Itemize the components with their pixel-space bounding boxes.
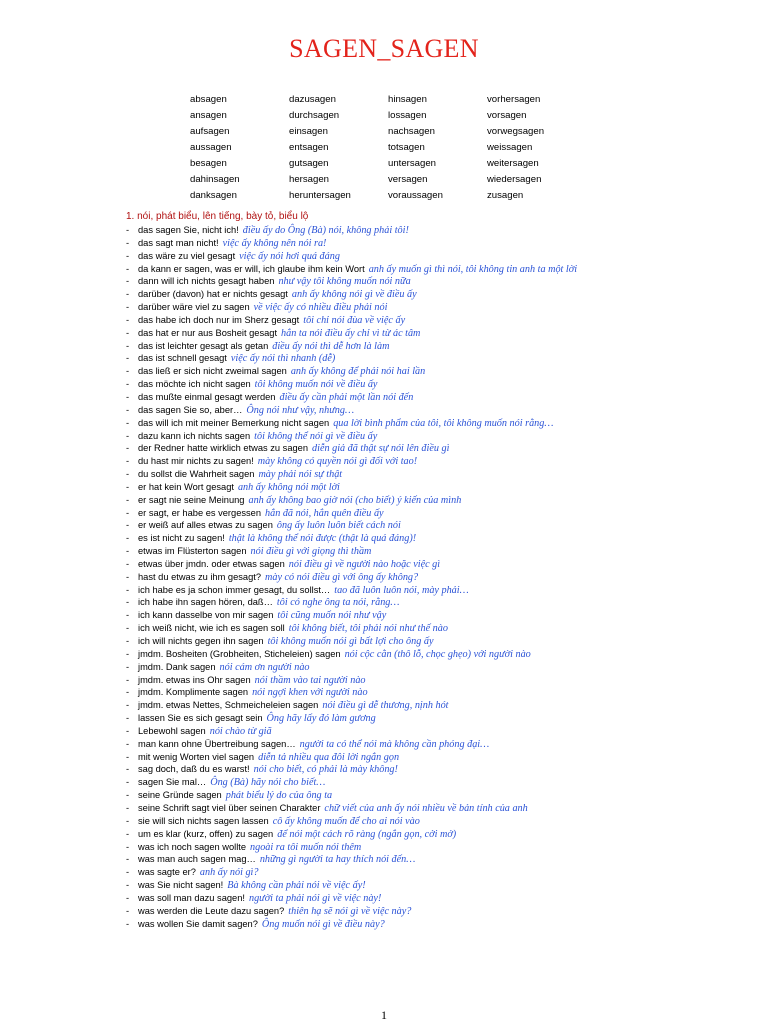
german-phrase: jmdm. Bosheiten (Grobheiten, Sticheleien) sagen	[138, 648, 341, 659]
german-phrase: ich weiß nicht, wie ich es sagen soll	[138, 623, 285, 634]
german-phrase: ich will nichts gegen ihn sagen	[138, 636, 264, 646]
vietnamese-translation: anh ấy không bao giờ nói (cho biết) ý kiến của mình	[248, 494, 462, 506]
bullet-dash: -	[126, 417, 130, 428]
list-item	[126, 263, 756, 276]
vietnamese-translation: qua lời bình phẩm của tôi, tôi không muốn nói rằng…	[333, 417, 554, 429]
list-item	[126, 712, 756, 725]
list-item	[126, 237, 756, 250]
bullet-dash: -	[126, 738, 130, 749]
vietnamese-translation: nói cộc cằn (thô lỗ, chọc ghẹo) với người nào	[344, 648, 531, 660]
bullet-dash: -	[126, 481, 130, 492]
german-phrase: das wäre zu viel gesagt	[138, 250, 236, 261]
list-item	[126, 686, 756, 699]
list-item	[126, 378, 756, 391]
list-item	[126, 391, 756, 404]
list-item	[126, 519, 756, 532]
bullet-dash: -	[126, 340, 130, 351]
german-phrase: das habe ich doch nur im Sherz gesagt	[138, 314, 300, 325]
german-phrase: da kann er sagen, was er will, ich glaube ihm kein Wort	[138, 263, 365, 274]
vietnamese-translation: những gì người ta hay thích nói đến…	[259, 854, 416, 866]
vietnamese-translation: người ta phải nói gì về việc này!	[248, 892, 382, 904]
word-grid-cell: voraussagen	[388, 190, 443, 201]
list-item	[126, 905, 756, 918]
german-phrase: was man auch sagen mag…	[138, 854, 256, 865]
vietnamese-translation: anh ấy không để phải nói hai lần	[290, 366, 426, 378]
word-grid-cell: wiedersagen	[487, 174, 542, 185]
bullet-dash: -	[126, 379, 130, 390]
list-item	[126, 545, 756, 558]
vietnamese-translation: tôi không muốn nói gì bất lợi cho ông ấy	[267, 636, 434, 647]
german-phrase: ich habe ihn sagen hören, daß…	[138, 597, 273, 608]
german-phrase: seine Schrift sagt viel über seinen Charakter	[138, 802, 321, 813]
word-grid-cell: hinsagen	[388, 94, 427, 105]
list-item	[126, 532, 756, 545]
word-grid-cell: vorsagen	[487, 110, 527, 121]
vietnamese-translation: anh ấy muốn gì thì nói, tôi không tin anh ta một lời	[368, 263, 578, 275]
vietnamese-translation: mày có nói điều gì với ông ấy không?	[265, 571, 419, 583]
bullet-dash: -	[126, 494, 130, 505]
bullet-dash: -	[126, 520, 130, 531]
list-item	[126, 442, 756, 455]
bullet-dash: -	[126, 391, 130, 402]
german-phrase: das will ich mit meiner Bemerkung nicht sagen	[138, 417, 330, 428]
bullet-dash: -	[126, 584, 130, 595]
vietnamese-translation: tôi không biết, tôi phải nói như thế nào	[288, 623, 448, 635]
vietnamese-translation: Ông nói như vậy, nhưng…	[246, 404, 355, 416]
german-phrase: was ich noch sagen wollte	[138, 841, 247, 852]
page-number: 1	[381, 1008, 387, 1022]
german-phrase: du hast mir nichts zu sagen!	[138, 456, 254, 467]
german-phrase: das möchte ich nicht sagen	[138, 379, 251, 390]
bullet-dash: -	[126, 314, 130, 325]
bullet-dash: -	[126, 725, 130, 736]
bullet-dash: -	[126, 546, 130, 557]
vietnamese-translation: phát biểu lý do của ông ta	[225, 790, 333, 802]
list-item	[126, 815, 756, 828]
bullet-dash: -	[126, 892, 130, 903]
bullet-dash: -	[126, 828, 130, 839]
german-phrase: sie will sich nichts sagen lassen	[138, 815, 269, 826]
list-item	[126, 584, 756, 597]
german-phrase: der Redner hatte wirklich etwas zu sagen	[138, 443, 309, 454]
german-phrase: darüber wäre viel zu sagen	[138, 302, 250, 313]
list-item	[126, 417, 756, 430]
vietnamese-translation: người ta có thể nói mà không cần phóng đại…	[299, 738, 490, 750]
list-item	[126, 455, 756, 468]
word-grid-cell: nachsagen	[388, 126, 435, 137]
list-item	[126, 661, 756, 674]
german-phrase: er weiß auf alles etwas zu sagen	[138, 520, 273, 531]
bullet-dash: -	[126, 636, 130, 646]
list-item	[126, 494, 756, 507]
vietnamese-translation: anh ấy nói gì?	[199, 867, 259, 879]
german-phrase: das ist schnell gesagt	[138, 353, 227, 364]
vietnamese-translation: như vậy tôi không muốn nói nữa	[278, 276, 411, 288]
vietnamese-translation: diễn tả nhiều qua đôi lời ngắn gọn	[258, 751, 400, 763]
word-grid-cell: weissagen	[487, 142, 533, 153]
german-phrase: etwas im Flüsterton sagen	[138, 546, 247, 557]
vietnamese-translation: ngoài ra tôi muốn nói thêm	[250, 841, 362, 853]
word-grid-cell: vorwegsagen	[487, 126, 545, 137]
vietnamese-translation: tôi có nghe ông ta nói, rằng…	[276, 597, 400, 609]
bullet-dash: -	[126, 610, 130, 621]
german-phrase: das mußte einmal gesagt werden	[138, 391, 276, 402]
vietnamese-translation: Ông hãy lấy đó làm gương	[266, 713, 376, 725]
german-phrase: das sagt man nicht!	[138, 237, 219, 248]
vietnamese-translation: Ông (Bà) hãy nói cho biết…	[210, 777, 326, 789]
bullet-dash: -	[126, 713, 130, 724]
bullet-dash: -	[126, 507, 130, 518]
bullet-dash: -	[126, 687, 130, 698]
vietnamese-translation: tôi không thể nói gì về điều ấy	[254, 430, 378, 442]
word-grid-cell: zusagen	[487, 190, 524, 201]
german-phrase: etwas über jmdn. oder etwas sagen	[138, 558, 285, 569]
german-phrase: er sagt, er habe es vergessen	[138, 507, 261, 518]
list-item	[126, 648, 756, 661]
word-grid-cell: totsagen	[388, 142, 425, 153]
list-item	[126, 789, 756, 802]
german-phrase: seine Gründe sagen	[138, 790, 222, 801]
word-grid-cell: aufsagen	[190, 126, 230, 137]
bullet-dash: -	[126, 854, 130, 865]
bullet-dash: -	[126, 790, 130, 801]
bullet-dash: -	[126, 276, 130, 287]
list-item	[126, 468, 756, 481]
vietnamese-translation: nói ngợi khen với người nào	[252, 687, 368, 699]
bullet-dash: -	[126, 533, 130, 544]
list-item	[126, 430, 756, 443]
vietnamese-translation: nói chào từ giã	[209, 725, 272, 737]
vietnamese-translation: nói điều gì dễ thương, nịnh hót	[322, 700, 449, 712]
german-phrase: man kann ohne Übertreibung sagen…	[138, 738, 296, 749]
german-phrase: ich habe es ja schon immer gesagt, du sollst…	[138, 584, 331, 595]
list-item	[126, 751, 756, 764]
list-item	[126, 481, 756, 494]
word-grid-cell: versagen	[388, 174, 428, 185]
bullet-dash: -	[126, 880, 130, 891]
vietnamese-translation: nói cho biết, có phải là mày không!	[253, 764, 398, 776]
word-grid-cell: danksagen	[190, 190, 237, 201]
vietnamese-translation: tôi chỉ nói đùa về việc ấy	[303, 314, 406, 326]
bullet-dash: -	[126, 815, 130, 826]
list-item	[126, 301, 756, 314]
word-grid-cell: besagen	[190, 158, 227, 169]
list-item	[126, 250, 756, 263]
german-phrase: er sagt nie seine Meinung	[138, 494, 245, 505]
vietnamese-translation: tôi cũng muốn nói như vậy	[277, 610, 387, 622]
bullet-dash: -	[126, 456, 130, 467]
vietnamese-translation: hắn đã nói, hắn quên điều ấy	[265, 507, 384, 519]
list-item	[126, 314, 756, 327]
vietnamese-translation: diễn giả đã thật sự nói lên điều gì	[312, 443, 450, 455]
bullet-dash: -	[126, 571, 130, 582]
vietnamese-translation: thiên hạ sẽ nói gì về việc này?	[288, 905, 412, 917]
vietnamese-translation: điều ấy cần phải một lần nói đến	[279, 391, 414, 403]
bullet-dash: -	[126, 674, 130, 685]
word-grid-cell: heruntersagen	[289, 190, 351, 201]
word-grid-cell: absagen	[190, 94, 227, 105]
vietnamese-translation: Ông muốn nói gì về điều này?	[261, 918, 385, 930]
list-item	[126, 558, 756, 571]
list-item	[126, 404, 756, 417]
vietnamese-translation: nói cám ơn người nào	[219, 661, 310, 673]
vietnamese-translation: thật là không thể nói được (thật là quá đáng)!	[228, 533, 417, 545]
german-phrase: das ließ er sich nicht zweimal sagen	[138, 366, 287, 377]
german-phrase: du sollst die Wahrheit sagen	[138, 469, 255, 480]
german-phrase: sagen Sie mal…	[138, 777, 207, 788]
bullet-dash: -	[126, 764, 130, 775]
word-grid-cell: lossagen	[388, 110, 427, 121]
bullet-dash: -	[126, 443, 130, 454]
bullet-dash: -	[126, 597, 130, 608]
vietnamese-translation: anh ấy không nói một lời	[237, 481, 340, 493]
bullet-dash: -	[126, 353, 130, 364]
german-phrase: dann will ich nichts gesagt haben	[138, 276, 275, 287]
page-title: SAGEN_SAGEN	[289, 34, 479, 63]
bullet-dash: -	[126, 918, 130, 929]
german-phrase: es ist nicht zu sagen!	[138, 533, 225, 544]
german-phrase: mit wenig Worten viel sagen	[138, 751, 255, 762]
list-item	[126, 352, 756, 365]
german-phrase: er hat kein Wort gesagt	[138, 481, 234, 492]
list-item	[126, 507, 756, 520]
word-grid-cell: ansagen	[190, 110, 227, 121]
bullet-dash: -	[126, 225, 130, 235]
vietnamese-translation: điều ấy nói thì dễ hơn là làm	[272, 340, 390, 352]
bullet-dash: -	[126, 558, 130, 569]
bullet-dash: -	[126, 404, 130, 415]
german-phrase: was sagte er?	[138, 867, 196, 878]
vietnamese-translation: hắn ta nói điều ấy chỉ vì từ ác tâm	[281, 327, 421, 339]
bullet-dash: -	[126, 867, 130, 878]
word-grid-cell: hersagen	[289, 174, 330, 185]
bullet-dash: -	[126, 700, 130, 711]
german-phrase: was Sie nicht sagen!	[138, 880, 224, 891]
list-item	[126, 841, 756, 854]
german-phrase: ich kann dasselbe von mir sagen	[138, 610, 274, 621]
vietnamese-translation: Bà không cần phải nói về việc ấy!	[227, 880, 366, 892]
bullet-dash: -	[126, 648, 130, 659]
vietnamese-translation: mày phải nói sự thật	[258, 469, 343, 481]
bullet-dash: -	[126, 802, 130, 813]
section-heading: 1. nói, phát biểu, lên tiếng, bày tỏ, biểu lộ	[126, 211, 309, 222]
german-phrase: um es klar (kurz, offen) zu sagen	[138, 828, 274, 839]
vietnamese-translation: tao đã luôn luôn nói, mày phải…	[334, 584, 469, 596]
list-item	[126, 776, 756, 789]
bullet-dash: -	[126, 366, 130, 377]
bullet-dash: -	[126, 250, 130, 261]
german-phrase: jmdm. etwas Nettes, Schmeicheleien sagen	[138, 700, 319, 711]
vietnamese-translation: chữ viết của anh ấy nói nhiều về bản tính của anh	[324, 802, 528, 814]
bullet-dash: -	[126, 263, 130, 274]
list-item	[126, 275, 756, 288]
bullet-dash: -	[126, 237, 130, 248]
word-grid-cell: dahinsagen	[190, 174, 240, 185]
bullet-dash: -	[126, 289, 130, 300]
vietnamese-translation: điều ấy do Ông (Bà) nói, không phải tôi!	[242, 225, 409, 236]
list-item	[126, 738, 756, 751]
word-grid-cell: aussagen	[190, 142, 232, 153]
german-phrase: was werden die Leute dazu sagen?	[138, 905, 285, 916]
vietnamese-translation: việc ấy không nên nói ra!	[222, 237, 327, 249]
german-phrase: das ist leichter gesagt als getan	[138, 340, 269, 351]
vietnamese-translation: việc ấy nói hơi quá đáng	[239, 250, 340, 262]
german-phrase: was wollen Sie damit sagen?	[138, 918, 258, 929]
word-grid	[190, 92, 597, 204]
vietnamese-translation: việc ấy nói thì nhanh (dễ)	[230, 353, 336, 365]
list-item	[126, 340, 756, 353]
german-phrase: hast du etwas zu ihm gesagt?	[138, 571, 261, 582]
german-phrase: was soll man dazu sagen!	[138, 892, 245, 903]
german-phrase: das sagen Sie so, aber…	[138, 404, 243, 415]
german-phrase: darüber (davon) hat er nichts gesagt	[138, 289, 288, 300]
list-item	[126, 288, 756, 301]
vietnamese-translation: nói điều gì về người nào hoặc việc gì	[288, 558, 441, 570]
list-item	[126, 828, 756, 841]
bullet-dash: -	[126, 302, 130, 313]
list-item	[126, 327, 756, 340]
german-phrase: das hat er nur aus Bosheit gesagt	[138, 327, 278, 338]
german-phrase: jmdm. Dank sagen	[138, 661, 216, 672]
list-item	[126, 365, 756, 378]
bullet-dash: -	[126, 777, 130, 788]
word-grid-cell: dazusagen	[289, 94, 336, 105]
word-grid-cell: durchsagen	[289, 110, 340, 121]
word-grid-cell: weitersagen	[487, 158, 539, 169]
german-phrase: jmdm. Komplimente sagen	[138, 687, 249, 698]
list-item	[126, 853, 756, 866]
vietnamese-translation: để nói một cách rõ ràng (ngắn gọn, cởi mở)	[277, 828, 457, 840]
vietnamese-translation: ông ấy luôn luôn biết cách nói	[276, 520, 401, 532]
list-item	[126, 224, 756, 237]
bullet-dash: -	[126, 430, 130, 441]
bullet-dash: -	[126, 841, 130, 852]
vietnamese-translation: cô ấy không muốn để cho ai nói vào	[272, 815, 420, 827]
vietnamese-translation: về việc ấy có nhiều điều phải nói	[253, 302, 388, 314]
bullet-dash: -	[126, 623, 130, 634]
list-item	[126, 763, 756, 776]
german-phrase: sag doch, daß du es warst!	[138, 764, 250, 775]
list-item	[126, 674, 756, 687]
german-phrase: jmdm. etwas ins Ohr sagen	[138, 674, 251, 685]
vietnamese-translation: nói thầm vào tai người nào	[254, 674, 366, 686]
word-grid-cell: entsagen	[289, 142, 329, 153]
list-item	[126, 866, 756, 879]
bullet-dash: -	[126, 751, 130, 762]
list-item	[126, 609, 756, 622]
list-item	[126, 725, 756, 738]
entry-list	[126, 224, 756, 930]
vietnamese-translation: nói điều gì với giọng thì thầm	[250, 546, 372, 558]
vietnamese-translation: tôi không muốn nói về điều ấy	[254, 379, 378, 391]
bullet-dash: -	[126, 661, 130, 672]
list-item	[126, 699, 756, 712]
list-item	[126, 802, 756, 815]
list-item	[126, 596, 756, 609]
bullet-dash: -	[126, 327, 130, 338]
german-phrase: lassen Sie es sich gesagt sein	[138, 713, 263, 724]
list-item	[126, 918, 756, 931]
word-grid-cell: gutsagen	[289, 158, 329, 169]
vietnamese-translation: mày không có quyền nói gì đối với tao!	[257, 456, 418, 468]
list-item	[126, 879, 756, 892]
word-grid-cell: untersagen	[388, 158, 437, 169]
german-phrase: dazu kann ich nichts sagen	[138, 430, 251, 441]
german-phrase: das sagen Sie, nicht ich!	[138, 225, 239, 235]
list-item	[126, 571, 756, 584]
vietnamese-translation: anh ấy không nói gì về điều ấy	[291, 289, 417, 301]
list-item	[126, 622, 756, 635]
german-phrase: Lebewohl sagen	[138, 725, 206, 736]
list-item	[126, 892, 756, 905]
list-item	[126, 635, 756, 648]
word-grid-cell: einsagen	[289, 126, 328, 137]
bullet-dash: -	[126, 905, 130, 916]
bullet-dash: -	[126, 469, 130, 480]
word-grid-cell: vorhersagen	[487, 94, 541, 105]
